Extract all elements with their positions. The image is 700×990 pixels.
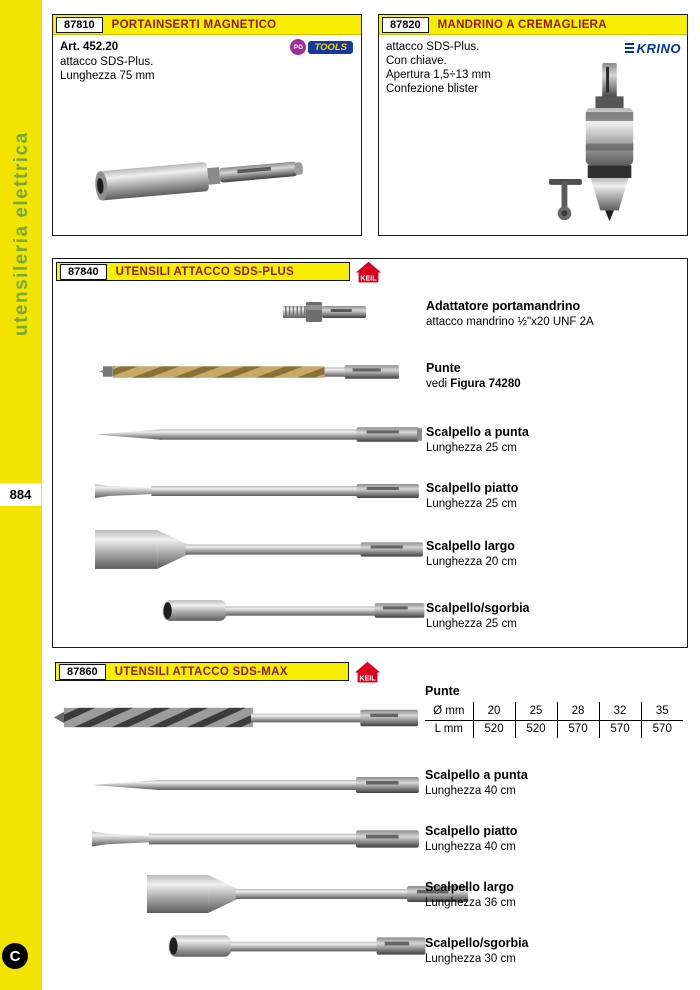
keil-logo-text: KEIL [360,273,377,283]
product-desc: Lunghezza 25 cm [426,498,517,510]
product-entry [425,936,690,965]
publisher-logo: C [2,943,28,969]
table-row-diameter [425,702,683,720]
product-entry [425,768,690,797]
krino-logo [625,41,681,56]
punte-size-table [425,702,683,738]
product-entry [425,824,690,853]
product-name: Scalpello a punta [425,768,528,782]
section-header-87820 [379,15,687,35]
page-number: 884 [0,483,41,506]
article-code: 87840 [60,264,107,280]
product-desc: Lunghezza 36 cm [425,897,516,909]
product-entry [426,601,691,630]
product-entry [426,361,691,390]
product-name: Scalpello largo [426,539,515,553]
sidebar [0,0,42,990]
product-entry [426,481,691,510]
product-entry [426,299,691,328]
article-code: 87820 [382,17,429,33]
table-cell: 25 [515,702,557,720]
product-entry [425,880,690,909]
desc-prefix: vedi [426,378,451,390]
table-header-cell: Ø mm [433,704,465,717]
drill-chuck-image [547,61,673,233]
tools-logo-text: TOOLS [308,41,353,54]
figure-reference: Figura 74280 [450,378,521,390]
pointed-chisel-image [95,421,427,448]
table-header-cell: L mm [425,720,473,738]
chuck-adapter-image [281,297,369,327]
product-name: Scalpello/sgorbia [425,936,529,950]
pointed-chisel-image [92,772,427,798]
product-desc: Lunghezza 40 cm [425,785,516,797]
wide-chisel-image [95,527,432,572]
keil-logo [354,660,381,685]
table-cell: 28 [557,702,599,720]
table-cell: 570 [641,720,683,738]
table-cell: 570 [557,720,599,738]
product-desc: Lunghezza 20 cm [426,556,517,568]
article-code: 87860 [59,664,106,680]
article-code: 87810 [56,17,103,33]
product-section-87860 [52,660,688,982]
bit-holder-image [91,144,312,211]
table-cell: 570 [599,720,641,738]
keil-logo-text: KEIL [359,673,376,683]
section-header-87840 [56,262,350,281]
table-cell: 35 [641,702,683,720]
section-title: UTENSILI ATTACCO SDS-MAX [114,665,288,678]
product-box-87810 [52,14,362,236]
keil-logo [355,260,382,285]
sidebar-category-label: utensileria elettrica [11,131,32,336]
product-desc: Lunghezza 30 cm [425,953,516,965]
sds-max-drill-bit-image [54,702,422,733]
table-cell: 520 [473,720,515,738]
product-box-87840 [52,258,688,648]
spec-line: Apertura 1,5÷13 mm [386,69,491,81]
section-title: MANDRINO A CREMAGLIERA [437,18,607,31]
product-desc: Lunghezza 25 cm [426,442,517,454]
table-cell: 520 [515,720,557,738]
table-row-length [425,720,683,738]
flat-chisel-image [95,477,427,505]
pgtools-logo [290,39,353,55]
product-desc [426,378,691,390]
krino-icon [625,43,634,54]
gouge-chisel-image [167,932,427,960]
product-entry [426,539,691,568]
product-name: Scalpello largo [425,880,514,894]
spec-line: Confezione blister [386,83,479,95]
sds-plus-drill-bit-image [99,359,401,384]
product-name: Adattatore portamandrino [426,299,581,313]
section-header-87810 [53,15,361,35]
product-box-87820 [378,14,688,236]
product-desc: Lunghezza 40 cm [425,841,516,853]
product-name: Scalpello piatto [426,481,519,495]
product-name: Scalpello/sgorbia [426,601,530,615]
pg-icon: PG [290,39,306,55]
product-entry [426,425,691,454]
spec-line: Lunghezza 75 mm [60,70,155,82]
table-cell: 20 [473,702,515,720]
product-name: Scalpello a punta [426,425,529,439]
section-title: PORTAINSERTI MAGNETICO [111,18,277,31]
section-header-87860 [55,662,349,681]
gouge-chisel-image [161,597,426,624]
krino-logo-text: KRINO [636,41,681,56]
product-name: Punte [426,361,461,375]
section-title: UTENSILI ATTACCO SDS-PLUS [115,265,295,278]
spec-line: attacco SDS-Plus. [386,41,480,53]
flat-chisel-image [92,824,427,854]
product-name: Scalpello piatto [425,824,518,838]
article-number: Art. 452.20 [60,41,119,53]
spec-line: Con chiave. [386,55,447,67]
spec-line: attacco SDS-Plus. [60,56,154,68]
punte-label: Punte [425,684,460,698]
table-cell: 32 [599,702,641,720]
product-desc: attacco mandrino ½"x20 UNF 2A [426,316,594,328]
product-desc: Lunghezza 25 cm [426,618,517,630]
